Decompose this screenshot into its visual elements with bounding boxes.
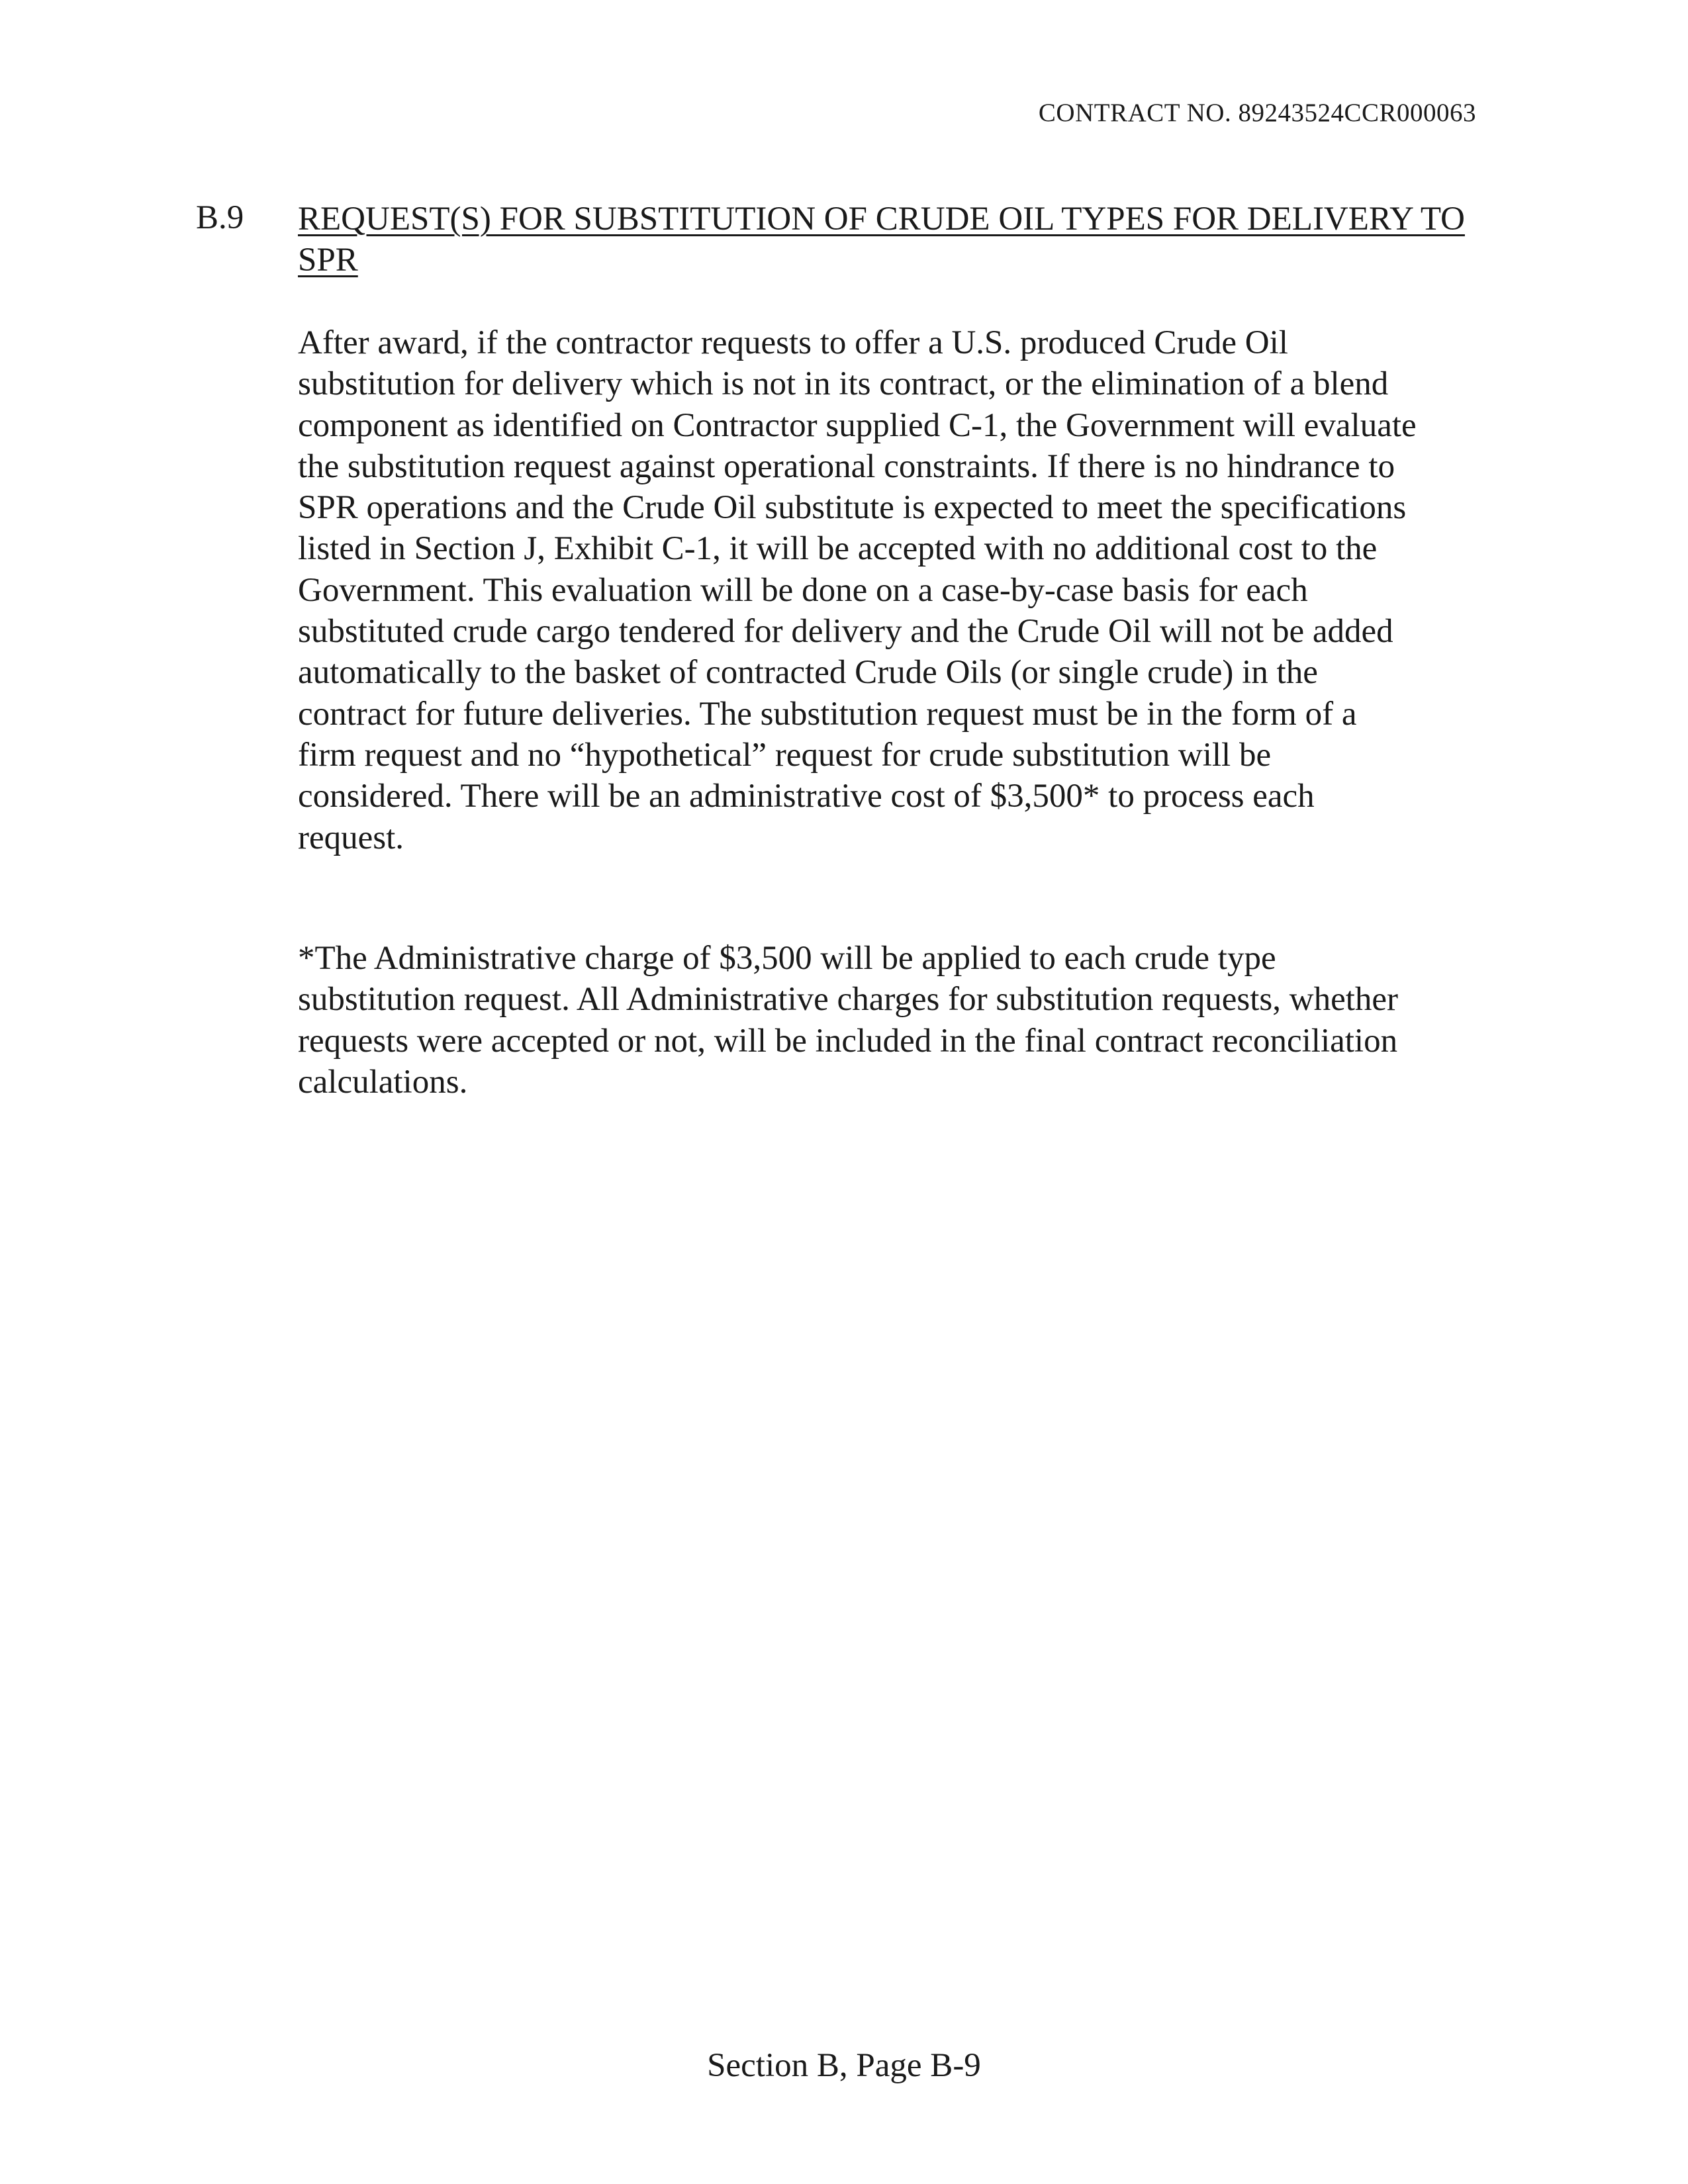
paragraph-line: After award, if the contractor requests to offer a U.S. produced Crude Oil <box>298 324 1288 361</box>
footnote-line: substitution request. All Administrative charges for substitution requests, whether <box>298 981 1399 1019</box>
paragraph-line: substituted crude cargo tendered for delivery and the Crude Oil will not be added <box>298 613 1393 651</box>
footnote-line: *The Administrative charge of $3,500 will be applied to each crude type <box>298 940 1276 977</box>
paragraph-line: contract for future deliveries. The substitution request must be in the form of a <box>298 695 1357 733</box>
paragraph-line: considered. There will be an administrative cost of $3,500* to process each <box>298 778 1315 815</box>
page-footer: Section B, Page B-9 <box>707 2047 981 2084</box>
paragraph-line: substitution for delivery which is not in its contract, or the elimination of a blend <box>298 365 1389 403</box>
paragraph-line: SPR operations and the Crude Oil substitute is expected to meet the specifications <box>298 489 1407 527</box>
footnote-line: requests were accepted or not, will be included in the final contract reconciliation <box>298 1022 1398 1060</box>
paragraph-line: the substitution request against operational constraints. If there is no hindrance to <box>298 447 1395 485</box>
section-title: REQUEST(S) FOR SUBSTITUTION OF CRUDE OIL TYPES FOR DELIVERY TO SPR <box>298 201 1465 279</box>
paragraph-line: Government. This evaluation will be done on a case-by-case basis for each <box>298 571 1308 609</box>
paragraph-line: automatically to the basket of contracted Crude Oils (or single crude) in the <box>298 654 1318 692</box>
contract-number: CONTRACT NO. 89243524CCR000063 <box>1038 99 1476 127</box>
footnote-paragraph <box>298 938 1398 1103</box>
paragraph-line: firm request and no “hypothetical” request for crude substitution will be <box>298 736 1272 774</box>
paragraph-line: listed in Section J, Exhibit C-1, it will be accepted with no additional cost to the <box>298 530 1378 568</box>
body-paragraph <box>298 322 1417 858</box>
paragraph-line: component as identified on Contractor supplied C-1, the Government will evaluate <box>298 406 1417 444</box>
footnote-line: calculations. <box>298 1063 468 1101</box>
section-number: B.9 <box>196 199 244 236</box>
paragraph-line: request. <box>298 819 404 856</box>
